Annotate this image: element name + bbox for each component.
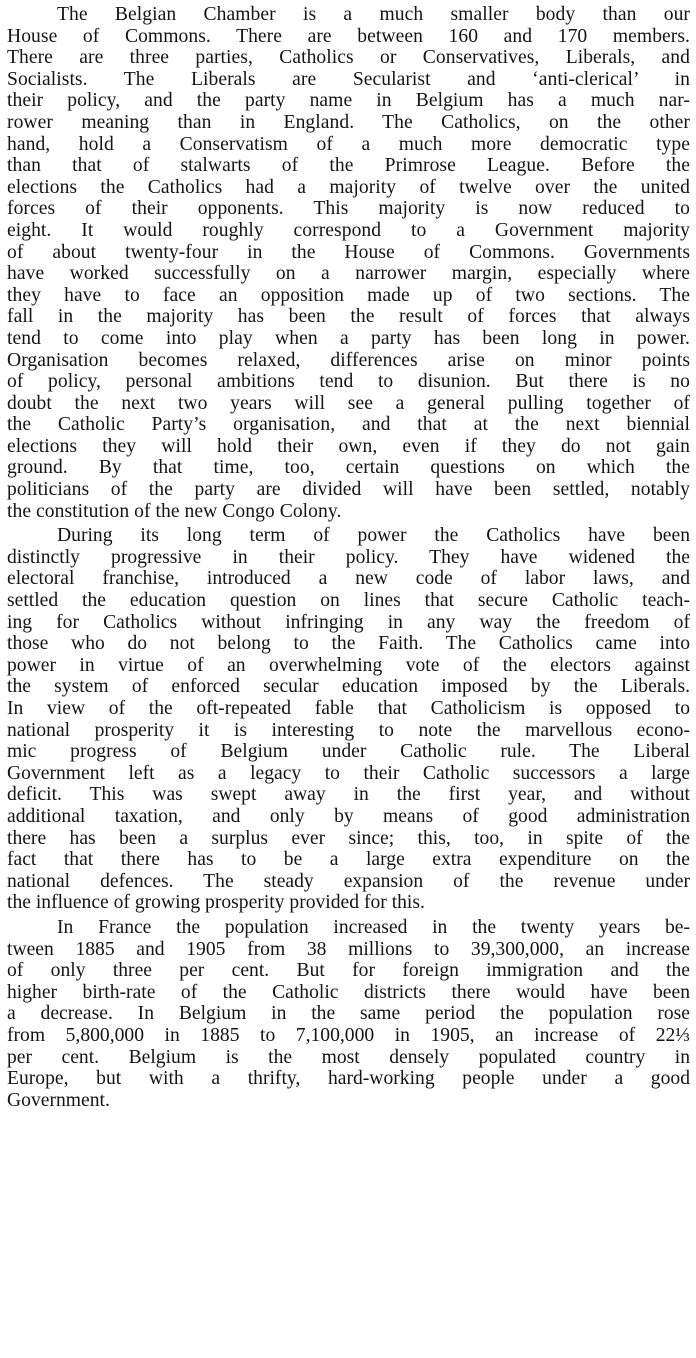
- text-line: electoral franchise, introduced a new code of labor laws, and: [7, 568, 690, 590]
- text-line: the constitution of the new Congo Colony.: [7, 500, 342, 522]
- text-line: there has been a surplus ever since; this, too, in spite of the: [7, 827, 690, 849]
- text-line: In France the population increased in the twenty years be-: [57, 916, 690, 938]
- text-line: In view of the oft-repeated fable that Catholicism is opposed to: [7, 698, 690, 719]
- text-line: Government.: [7, 1089, 110, 1111]
- text-line: the influence of growing prosperity provided for this.: [7, 892, 425, 914]
- text-line: Organisation becomes relaxed, differences arise on minor points: [7, 349, 690, 371]
- text-line: tend to come into play when a party has been long in power.: [7, 327, 690, 349]
- text-line: those who do not belong to the Faith. The Catholics came into: [7, 633, 690, 655]
- text-line: Government left as a legacy to their Catholic successors a large: [7, 762, 690, 784]
- text-line: mic progress of Belgium under Catholic rule. The Liberal: [7, 741, 690, 763]
- text-line: the system of enforced secular education imposed by the Liberals.: [7, 676, 690, 698]
- text-line: settled the education question on lines that secure Catholic teach-: [7, 590, 690, 612]
- text-line: elections they will hold their own, even if they do not gain: [7, 435, 690, 457]
- text-line: The Belgian Chamber is a much smaller body than our: [57, 4, 690, 25]
- text-line: eight. It would roughly correspond to a Government majority: [7, 219, 690, 241]
- text-line: of only three per cent. But for foreign immigration and the: [7, 960, 690, 982]
- text-line: deficit. This was swept away in the first year, and without: [7, 784, 690, 806]
- text-line: their policy, and the party name in Belgium has a much nar-: [7, 90, 690, 112]
- text-line: higher birth-rate of the Catholic districts there would have been: [7, 981, 690, 1003]
- text-line: fall in the majority has been the result of forces that always: [7, 306, 690, 328]
- text-line: House of Commons. There are between 160 and 170 members.: [7, 25, 690, 47]
- paragraph-belgian-chamber: [7, 4, 690, 522]
- text-line: politicians of the party are divided will have been settled, notably: [7, 479, 690, 501]
- text-line: additional taxation, and only by means of good administration: [7, 805, 690, 827]
- text-line: forces of their opponents. This majority is now reduced to: [7, 198, 690, 220]
- text-line: national defences. The steady expansion of the revenue under: [7, 870, 690, 892]
- text-line: ground. By that time, too, certain questions on which the: [7, 457, 690, 479]
- text-line: rower meaning than in England. The Catholics, on the other: [7, 111, 690, 133]
- text-line: tween 1885 and 1905 from 38 millions to 39,300,000, an increase: [7, 938, 690, 960]
- text-line: Socialists. The Liberals are Secularist and ‘anti-clerical’ in: [7, 68, 690, 90]
- text-line: fact that there has to be a large extra expenditure on the: [7, 849, 690, 871]
- text-line: of about twenty-four in the House of Commons. Governments: [7, 241, 690, 263]
- text-line: than that of stalwarts of the Primrose League. Before the: [7, 155, 690, 177]
- text-line: ing for Catholics without infringing in any way the freedom of: [7, 611, 690, 633]
- text-line: During its long term of power the Catholics have been: [57, 525, 690, 547]
- text-line: have worked successfully on a narrower margin, especially where: [7, 263, 690, 285]
- text-line: a decrease. In Belgium in the same period the population rose: [7, 1003, 690, 1025]
- text-line: elections the Catholics had a majority of twelve over the united: [7, 176, 690, 198]
- text-line: doubt the next two years will see a general pulling together of: [7, 392, 690, 414]
- text-line: of policy, personal ambitions tend to disunion. But there is no: [7, 371, 690, 393]
- text-line: per cent. Belgium is the most densely populated country in: [7, 1046, 690, 1068]
- text-line: Europe, but with a thrifty, hard-working people under a good: [7, 1068, 690, 1090]
- text-line: hand, hold a Conservatism of a much more democratic type: [7, 133, 690, 155]
- text-line: power in virtue of an overwhelming vote of the electors against: [7, 654, 690, 676]
- text-line: the Catholic Party’s organisation, and that at the next biennial: [7, 414, 690, 436]
- paragraph-population: [7, 917, 690, 1111]
- text-line: There are three parties, Catholics or Conservatives, Liberals, and: [7, 47, 690, 69]
- text-line: from 5,800,000 in 1885 to 7,100,000 in 1905, an increase of 22⅓: [7, 1024, 690, 1046]
- paragraph-catholic-policy: [7, 525, 690, 914]
- text-line: distinctly progressive in their policy. They have widened the: [7, 546, 690, 568]
- text-line: national prosperity it is interesting to note the marvellous econo-: [7, 719, 690, 741]
- text-line: they have to face an opposition made up of two sections. The: [7, 284, 690, 306]
